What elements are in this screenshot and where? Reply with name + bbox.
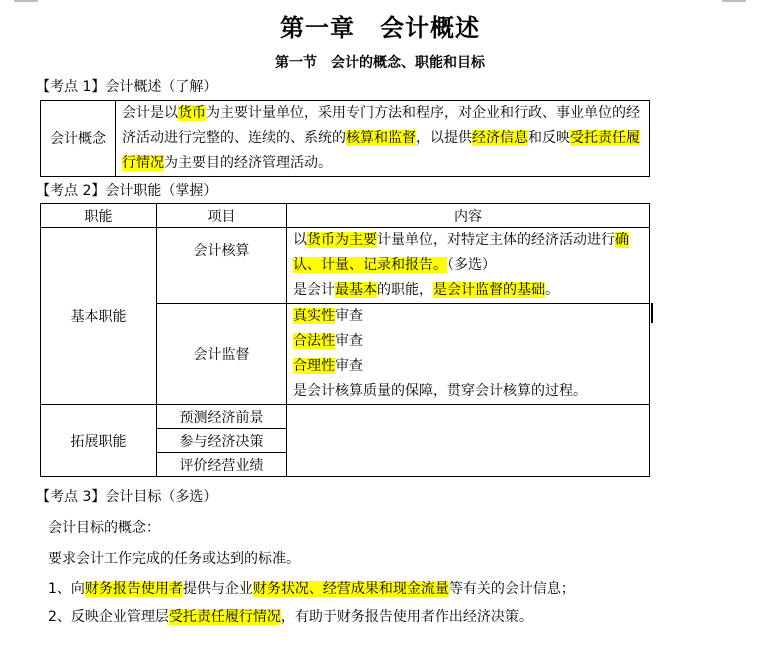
supervision-content [287,304,650,405]
extended-item: 参与经济决策 [157,429,287,453]
text-cursor [651,303,653,323]
highlighted-text: 合理性 [293,358,335,374]
page-corner-mark [14,0,38,2]
text-run: 和反映 [528,130,570,146]
extended-item: 预测经济前景 [157,405,287,429]
highlighted-text: 是会计监督的基础 [433,282,545,298]
concept-label: 会计概念 [41,101,116,177]
header-function: 职能 [41,204,157,228]
text-run: 1、向 [48,581,85,597]
item-accounting-calculation: 会计核算 [157,228,287,304]
highlighted-text: 合法性 [293,333,335,349]
page-corner-mark [722,0,746,2]
text-run: 计量单位，对特定主体的经济活动进行 [377,232,615,248]
text-run: 是会计核算质量的保障，贯穿会计核算的过程。 [293,383,587,399]
kaodian1-heading: 【考点 1】会计概述（了解） [36,79,218,95]
highlighted-text: 最基本 [335,282,377,298]
highlighted-text: 真实性 [293,308,335,324]
text-run: 等有关的会计信息； [448,581,575,597]
content-line [293,228,643,278]
text-run: 以 [293,232,307,248]
calculation-content [287,228,650,304]
chapter-title: 第一章 会计概述 [280,13,480,42]
text-run: 提供与企业 [182,581,253,597]
goal-definition: 要求会计工作完成的任务或达到的标准。 [48,551,300,567]
text-run: 的职能， [377,282,433,298]
text-run: ，以提供 [416,130,472,146]
text-run: 为主要目的经济管理活动。 [164,155,332,171]
highlighted-text: 货币为主要 [307,232,377,248]
concept-body [116,101,650,177]
highlighted-text: 核算和监督 [346,130,416,146]
extended-item: 评价经营业绩 [157,453,287,477]
highlighted-text: 受托责任履行情况 [122,130,640,171]
basic-function-label: 基本职能 [41,228,157,405]
highlighted-text: 确认、计量、记录和报告。 [293,232,629,273]
text-run: （多选） [447,257,496,273]
content-line [293,278,643,303]
goal-point-2 [48,606,533,626]
highlighted-text: 财务报告使用者 [84,581,183,597]
content-line [293,329,643,354]
accounting-functions-table [40,203,650,477]
extended-content-empty [287,405,650,477]
header-content: 内容 [287,204,650,228]
content-line [293,304,643,329]
content-line [293,354,643,379]
content-line [293,379,643,404]
accounting-concept-table [40,100,650,177]
text-run: 是会计 [293,282,335,298]
highlighted-text: 经济信息 [472,130,528,146]
highlighted-text: 货币 [178,105,206,121]
text-run: 审查 [335,333,363,349]
section-title: 第一节 会计的概念、职能和目标 [275,55,485,71]
highlighted-text: 财务状况、经营成果和现金流量 [252,581,449,597]
text-run: 审查 [335,358,363,374]
highlighted-text: 受托责任履行情况 [168,609,281,625]
text-run: 为主要计量单位，采用专门方法和程序，对企业和行政、事业单位的经济活动进行完整的、连续的、系统的 [122,105,640,146]
goal-point-1 [48,578,575,598]
kaodian2-heading: 【考点 2】会计职能（掌握） [36,183,218,199]
goal-concept-label: 会计目标的概念： [48,520,160,536]
text-run: 。 [545,282,559,298]
item-accounting-supervision: 会计监督 [157,304,287,405]
extended-function-label: 拓展职能 [41,405,157,477]
header-item: 项目 [157,204,287,228]
text-run: 2、反映企业管理层 [48,609,169,625]
text-run: 会计是以 [122,105,178,121]
text-run: ，有助于财务报告使用者作出经济决策。 [280,609,533,625]
text-run: 审查 [335,308,363,324]
kaodian3-heading: 【考点 3】会计目标（多选） [36,489,218,505]
